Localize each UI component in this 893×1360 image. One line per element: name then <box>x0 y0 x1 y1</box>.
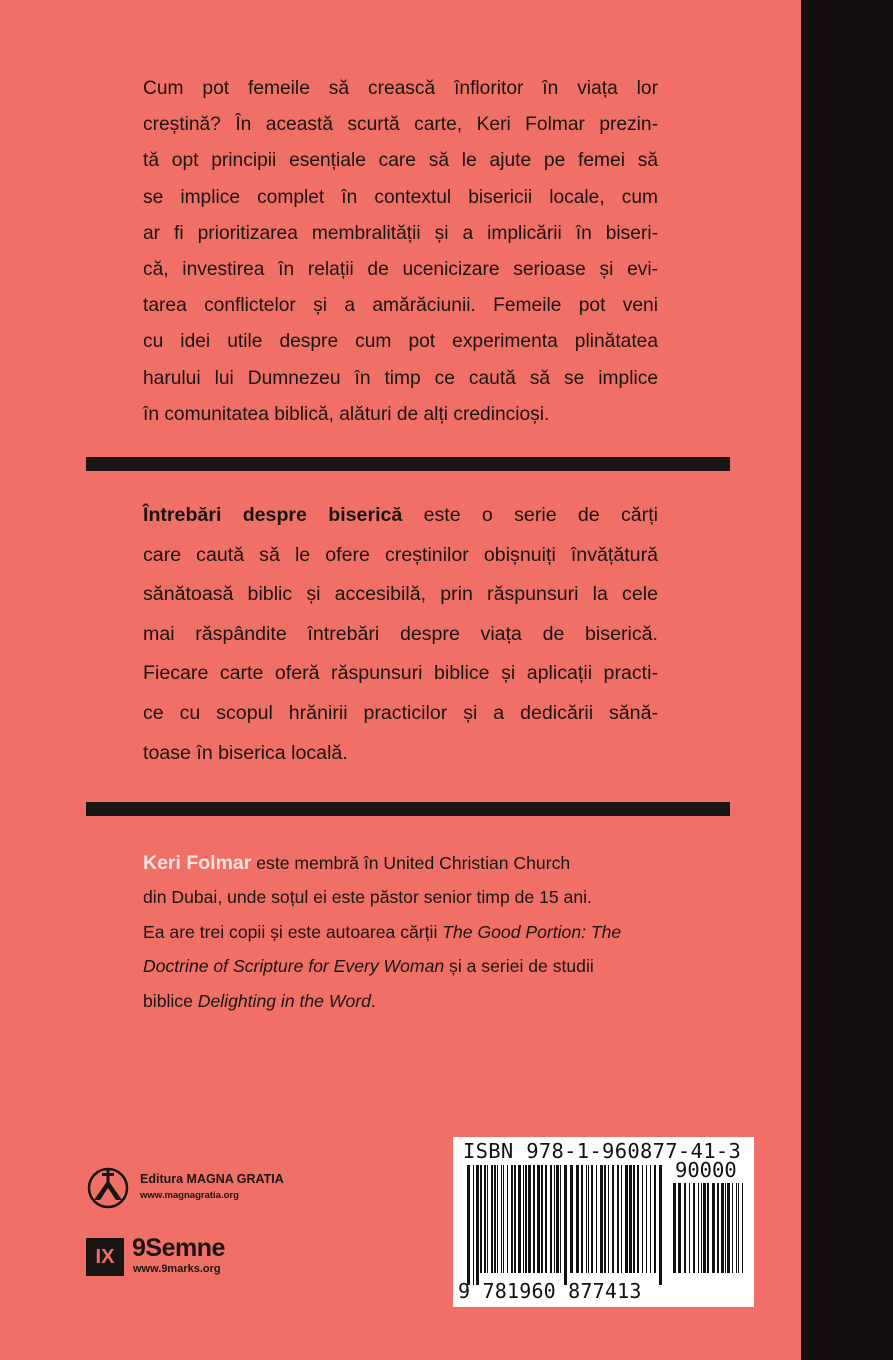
barcode-bar <box>738 1183 739 1273</box>
text-line: toase în biserica locală. <box>143 741 348 764</box>
text-line: cu idei utile despre cum pot experimenta plinătatea <box>143 331 658 353</box>
barcode-bar <box>588 1165 589 1273</box>
barcode-bar <box>703 1183 706 1273</box>
barcode-bar <box>642 1165 643 1273</box>
barcode-bar <box>673 1183 676 1273</box>
text-line: creștină? În această scurtă carte, Keri Folmar prezin- <box>143 114 658 136</box>
text-line: ce cu scopul hrănirii practicilor și a dedicării sănă- <box>143 701 658 724</box>
bio-text: . <box>370 990 376 1011</box>
series-first-line: este o serie de cărți <box>402 504 658 526</box>
barcode-bar <box>511 1165 513 1273</box>
publisher-name: Editura MAGNA GRATIA <box>140 1172 284 1186</box>
barcode-bar <box>732 1183 733 1273</box>
barcode-bar <box>501 1165 502 1273</box>
book-title: The Good Portion: The <box>442 921 622 942</box>
barcode-bar <box>701 1183 702 1273</box>
text-line: că, investirea în relații de ucenicizare serioase și evi- <box>143 259 658 281</box>
barcode-bar <box>617 1165 619 1273</box>
barcode-bar <box>707 1183 709 1273</box>
bio-text: este membră în United Christian Church <box>251 853 571 873</box>
barcode-bar <box>525 1165 527 1273</box>
barcode-bar <box>564 1165 567 1285</box>
text-line: mai răspândite întrebări despre viața de biserică. <box>143 622 658 645</box>
isbn-label: ISBN 978-1-960877-41-3 <box>463 1139 742 1163</box>
ninemarks-name: 9Semne <box>132 1234 225 1262</box>
barcode-addon-bars <box>673 1183 747 1285</box>
barcode-bar <box>633 1165 635 1273</box>
text-line: tarea conflictelor și a amărăciunii. Femeile pot veni <box>143 295 658 317</box>
barcode-bar <box>621 1165 622 1273</box>
barcode-bar <box>541 1165 543 1273</box>
barcode-bar <box>678 1183 681 1273</box>
text-line: în comunitatea biblică, alături de alți credincioși. <box>143 403 550 425</box>
publisher-magna-gratia <box>86 1166 346 1210</box>
text-line: sănătoasă biblic și accesibilă, prin răspunsuri la cele <box>143 583 658 606</box>
book-title: Delighting in the Word <box>197 990 371 1011</box>
magna-gratia-logo-icon <box>86 1166 130 1210</box>
barcode-bar <box>476 1165 479 1285</box>
bio-text: biblice <box>143 990 198 1011</box>
barcode-bar <box>556 1165 559 1273</box>
text-line <box>143 915 658 949</box>
barcode-bar <box>637 1165 639 1273</box>
barcode-bar <box>612 1165 614 1273</box>
barcode-bar <box>629 1165 632 1273</box>
barcode-bar <box>625 1165 628 1273</box>
barcode-bar <box>497 1165 498 1273</box>
divider-rule <box>86 457 730 471</box>
barcode-bar <box>467 1165 470 1285</box>
barcode-bar <box>518 1165 521 1273</box>
barcode-bar <box>514 1165 516 1273</box>
author-name: Keri Folmar <box>143 852 252 874</box>
barcode-bar <box>654 1165 656 1273</box>
publisher-9semne <box>86 1234 346 1280</box>
series-title: Întrebări despre biserică <box>143 504 403 526</box>
barcode-bar <box>503 1165 504 1273</box>
text-line: care caută să le ofere creștinilor obișnuiți învățătură <box>143 543 658 566</box>
barcode-bar <box>537 1165 540 1273</box>
barcode-bar <box>742 1183 743 1273</box>
barcode-bar <box>473 1165 474 1285</box>
barcode-bar <box>507 1165 508 1273</box>
text-line <box>143 949 658 983</box>
barcode-bar <box>487 1165 488 1273</box>
barcode-bar <box>480 1165 482 1273</box>
barcode-bar <box>523 1165 524 1273</box>
isbn-barcode <box>453 1137 754 1307</box>
text-line: Fiecare carte oferă răspunsuri biblice și aplicații practi- <box>143 662 658 685</box>
barcode-bar <box>604 1165 606 1273</box>
barcode-bar <box>484 1165 486 1273</box>
isbn-digits: 9 781960 877413 <box>458 1279 642 1303</box>
barcode-bar <box>533 1165 535 1273</box>
author-bio <box>143 846 658 1018</box>
barcode-bar <box>650 1165 651 1273</box>
price-code: 90000 <box>675 1158 737 1182</box>
barcode-bar <box>591 1165 593 1273</box>
series-paragraph <box>143 496 658 773</box>
barcode-bar <box>581 1165 583 1273</box>
text-line <box>143 984 658 1018</box>
barcode-bar <box>600 1165 603 1273</box>
barcode-bar <box>528 1165 531 1273</box>
barcode-bar <box>646 1165 647 1273</box>
barcode-bar <box>727 1183 730 1273</box>
barcode-bar <box>736 1183 737 1273</box>
barcode-bar <box>693 1183 695 1273</box>
text-line: se implice complet în contextul bisericii locale, cum <box>143 186 658 208</box>
barcode-bar <box>576 1165 579 1273</box>
text-line <box>143 846 658 880</box>
barcode-bar <box>659 1165 662 1285</box>
barcode-bar <box>560 1165 561 1273</box>
text-line: din Dubai, unde soțul ei este păstor senior timp de 15 ani. <box>143 887 592 908</box>
ninemarks-url: www.9marks.org <box>133 1263 221 1275</box>
barcode-bar <box>545 1165 547 1273</box>
text-line: Cum pot femeile să crească înfloritor în viața lor <box>143 78 658 99</box>
barcode-bar <box>721 1183 724 1273</box>
book-spine <box>801 0 893 1360</box>
barcode-bar <box>717 1183 719 1273</box>
book-title: Doctrine of Scripture for Every Woman <box>143 956 445 977</box>
ix-logo-icon: IX <box>86 1238 124 1276</box>
barcode-bar <box>684 1183 686 1273</box>
barcode-bar <box>608 1165 609 1273</box>
bio-text: Ea are trei copii și este autoarea cărții <box>143 921 443 942</box>
barcode-bars <box>467 1165 667 1285</box>
barcode-bar <box>712 1183 715 1273</box>
barcode-bar <box>554 1165 555 1273</box>
description-paragraph <box>143 71 658 433</box>
bio-text: și a seriei de studii <box>444 956 594 977</box>
barcode-bar <box>698 1183 699 1273</box>
barcode-bar <box>586 1165 587 1273</box>
publisher-url: www.magnagratia.org <box>140 1190 239 1201</box>
barcode-bar <box>550 1165 552 1273</box>
barcode-bar <box>494 1165 496 1273</box>
divider-rule <box>86 802 730 816</box>
barcode-bar <box>596 1165 597 1273</box>
barcode-bar <box>725 1183 726 1273</box>
text-line <box>143 496 658 536</box>
barcode-bar <box>570 1165 573 1273</box>
text-line: tă opt principii esențiale care să le ajute pe femei să <box>143 150 658 172</box>
barcode-bar <box>689 1183 690 1273</box>
text-line: harului lui Dumnezeu în timp ce caută să se implice <box>143 367 658 389</box>
text-line: ar fi prioritizarea membralității și a implicării în biseri- <box>143 222 658 244</box>
barcode-bar <box>491 1165 493 1273</box>
